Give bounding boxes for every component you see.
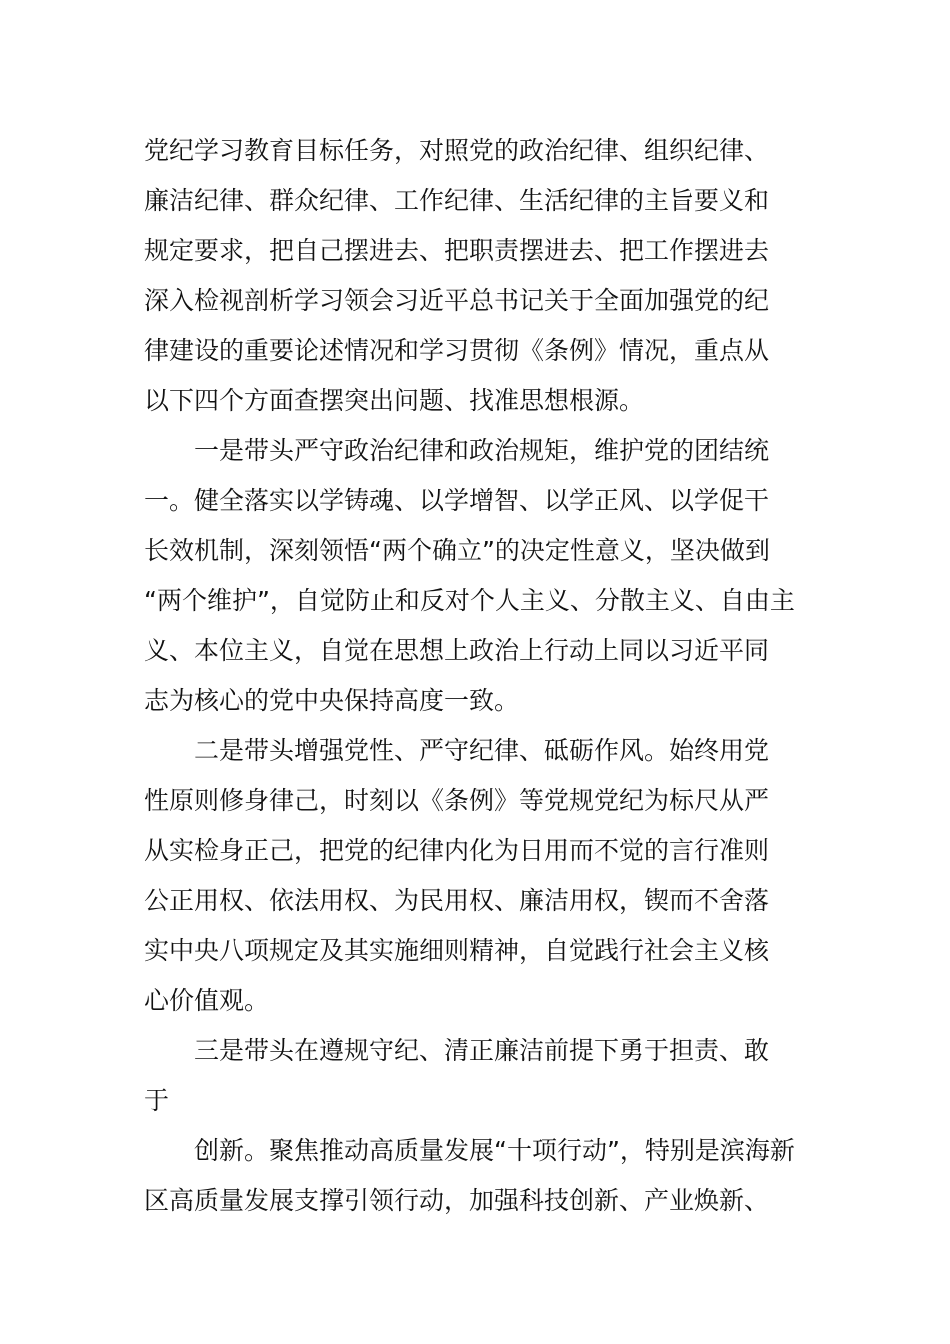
text-line: 区高质量发展支撑引领行动，加强科技创新、产业焕新、: [144, 1186, 770, 1215]
text-line: 于: [144, 1086, 170, 1115]
text-line: 创新。聚焦推动高质量发展“十项行动”，特别是滨海新: [144, 1136, 795, 1165]
text-line: 一是带头严守政治纪律和政治规矩，维护党的团结统: [144, 436, 770, 465]
text-line: “两个维护”，自觉防止和反对个人主义、分散主义、自由主: [144, 586, 795, 615]
text-line: 二是带头增强党性、严守纪律、砥砺作风。始终用党: [144, 736, 770, 765]
text-line: 公正用权、依法用权、为民用权、廉洁用权，锲而不舍落: [144, 886, 770, 915]
document-body: [144, 126, 809, 1226]
text-line: 规定要求，把自己摆进去、把职责摆进去、把工作摆进去: [144, 236, 770, 265]
text-line: 实中央八项规定及其实施细则精神，自觉践行社会主义核: [144, 936, 770, 965]
text-line: 志为核心的党中央保持高度一致。: [144, 686, 520, 715]
text-line: 性原则修身律己，时刻以《条例》等党规党纪为标尺从严: [144, 786, 770, 815]
text-line: 律建设的重要论述情况和学习贯彻《条例》情况，重点从: [144, 336, 770, 365]
text-line: 以下四个方面查摆突出问题、找准思想根源。: [144, 386, 645, 415]
text-line: 三是带头在遵规守纪、清正廉洁前提下勇于担责、敢: [144, 1036, 770, 1065]
text-line: 心价值观。: [144, 986, 270, 1015]
text-line: 党纪学习教育目标任务，对照党的政治纪律、组织纪律、: [144, 136, 770, 165]
text-line: 从实检身正己，把党的纪律内化为日用而不觉的言行准则: [144, 836, 770, 865]
text-line: 义、本位主义，自觉在思想上政治上行动上同以习近平同: [144, 636, 770, 665]
text-line: 长效机制，深刻领悟“两个确立”的决定性意义，坚决做到: [144, 536, 770, 565]
text-line: 深入检视剖析学习领会习近平总书记关于全面加强党的纪: [144, 286, 770, 315]
text-line: 廉洁纪律、群众纪律、工作纪律、生活纪律的主旨要义和: [144, 186, 770, 215]
text-line: 一。健全落实以学铸魂、以学增智、以学正风、以学促干: [144, 486, 770, 515]
